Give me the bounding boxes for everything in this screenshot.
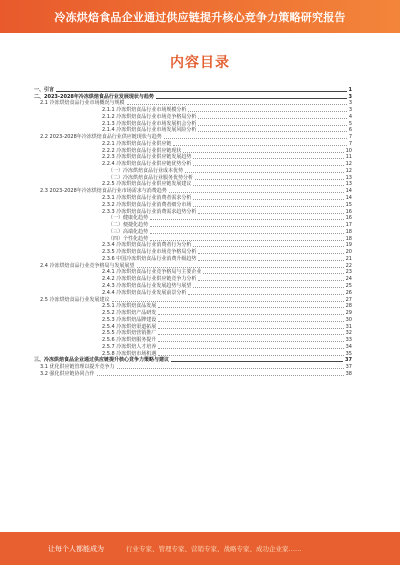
- toc-leader-dots: [150, 219, 344, 220]
- toc-entry[interactable]: [34, 140, 352, 147]
- toc-entry-title: （三）高端化趋势: [108, 228, 149, 235]
- toc-entry-page: 5: [348, 120, 352, 127]
- toc-entry-title: 2.2.3 冷冻烘焙食品行业供应链发展趋势: [102, 154, 192, 161]
- toc-entry[interactable]: [34, 336, 352, 343]
- toc-entry-title: 2.4 冷冻烘焙食品行业竞争格局与发展展望: [40, 262, 135, 269]
- toc-entry[interactable]: [34, 323, 352, 330]
- toc-leader-dots: [171, 361, 343, 362]
- toc-entry-page: 4: [348, 113, 352, 120]
- toc-leader-dots: [193, 165, 343, 166]
- toc-entry-title: 2.2 2023-2028年冷冻烘焙食品行业供应链现状与趋势: [40, 134, 162, 141]
- toc-leader-dots: [203, 273, 343, 274]
- toc-leader-dots: [127, 104, 347, 105]
- toc-entry-page: 31: [345, 323, 352, 330]
- toc-entry-page: 3: [348, 93, 352, 100]
- toc-leader-dots: [183, 152, 343, 153]
- toc-entry-page: 32: [345, 330, 352, 337]
- toc-entry-page: 11: [345, 154, 352, 161]
- toc-entry[interactable]: [34, 215, 352, 222]
- toc-entry-title: 2.5.4 冷冻烘焙渠道拓展: [102, 323, 157, 330]
- toc-entry-page: 14: [345, 195, 352, 202]
- toc-entry-page: 20: [345, 249, 352, 256]
- toc-leader-dots: [156, 98, 347, 99]
- toc-entry-title: 2.2.2 冷冻烘焙食品行业供应链现状: [102, 147, 182, 154]
- toc-entry-title: （四）个性化趋势: [108, 235, 149, 242]
- toc-leader-dots: [198, 118, 346, 119]
- toc-entry-page: 18: [345, 228, 352, 235]
- toc-entry-page: 7: [348, 140, 352, 147]
- toc-entry-page: 22: [345, 262, 352, 269]
- toc-leader-dots: [158, 341, 343, 342]
- toc-entry-page: 6: [348, 127, 352, 134]
- toc-entry-page: 12: [345, 161, 352, 168]
- table-of-contents: [34, 86, 352, 377]
- toc-entry-page: 28: [345, 303, 352, 310]
- toc-entry[interactable]: [34, 309, 352, 316]
- toc-entry-title: 2.3.3 冷冻烘焙食品行业消费需求趋势分析: [102, 208, 197, 215]
- toc-leader-dots: [198, 260, 343, 261]
- toc-leader-dots: [158, 334, 343, 335]
- toc-entry[interactable]: [34, 120, 352, 127]
- toc-entry-title: 一、引言: [34, 86, 55, 93]
- toc-leader-dots: [158, 348, 343, 349]
- toc-leader-dots: [193, 199, 343, 200]
- toc-entry[interactable]: [34, 208, 352, 215]
- toc-entry-page: 30: [345, 316, 352, 323]
- toc-entry-title: 2.5.8 冷冻烘焙市场机遇: [102, 350, 157, 357]
- toc-entry-title: 2.5 冷冻烘焙食品行业发展建议: [40, 296, 110, 303]
- toc-entry-title: 2.3.2 冷冻烘焙食品行业消费者细分市场: [102, 201, 192, 208]
- toc-entry-page: 25: [345, 282, 352, 289]
- toc-entry-page: 24: [345, 276, 352, 283]
- toc-entry-title: 2.2.1 冷冻烘焙食品行业供应链: [102, 140, 172, 147]
- toc-leader-dots: [173, 145, 346, 146]
- toc-entry-title: 2.1 冷冻烘焙食品行业市场概况与规模: [40, 100, 125, 107]
- toc-entry-title: 3.1 优化供应链管理以提升竞争力: [40, 364, 115, 371]
- toc-leader-dots: [198, 253, 343, 254]
- toc-entry[interactable]: [34, 343, 352, 350]
- toc-entry-page: 16: [345, 208, 352, 215]
- toc-entry-title: 2.1.2 冷冻烘焙食品行业市场竞争格局分析: [102, 113, 197, 120]
- toc-entry-title: 2.3.6 中国冷冻烘焙食品行业消费升级趋势: [102, 255, 197, 262]
- toc-entry-title: 2.4.1 冷冻烘焙食品行业竞争格局与主要企业: [102, 269, 202, 276]
- header-bar: [0, 0, 400, 33]
- toc-entry[interactable]: [34, 113, 352, 120]
- toc-entry[interactable]: [34, 330, 352, 337]
- toc-entry-page: 29: [345, 310, 352, 317]
- toc-entry-page: 23: [345, 269, 352, 276]
- toc-leader-dots: [158, 321, 343, 322]
- toc-entry-title: 2.1.1 冷冻烘焙食品行业市场规模分析: [102, 107, 187, 114]
- toc-leader-dots: [198, 125, 346, 126]
- toc-entry-page: 7: [348, 134, 352, 141]
- toc-entry-title: 2.5.5 冷冻烘焙营销推广: [102, 330, 157, 337]
- toc-entry[interactable]: [34, 86, 352, 93]
- toc-entry-title: 2.5.2 冷冻烘焙产品研发: [102, 310, 157, 317]
- toc-entry-title: 2.4.2 冷冻烘焙食品行业供应链竞争力分析: [102, 276, 197, 283]
- toc-entry[interactable]: [34, 147, 352, 154]
- toc-entry[interactable]: [34, 269, 352, 276]
- toc-entry-page: 35: [345, 350, 352, 357]
- toc-leader-dots: [169, 192, 344, 193]
- toc-entry[interactable]: [34, 167, 352, 174]
- toc-heading: 内容目录: [170, 55, 230, 71]
- toc-entry[interactable]: [34, 363, 352, 370]
- toc-leader-dots: [158, 307, 343, 308]
- toc-leader-dots: [185, 172, 344, 173]
- toc-leader-dots: [117, 368, 344, 369]
- toc-entry[interactable]: [34, 221, 352, 228]
- toc-leader-dots: [193, 185, 343, 186]
- footer-tagline: 行业专家、管理专家、营销专家、战略专家、成功企业家……: [126, 545, 302, 553]
- toc-entry[interactable]: [34, 160, 352, 167]
- toc-entry[interactable]: [34, 242, 352, 249]
- toc-entry[interactable]: [34, 100, 352, 107]
- toc-entry-page: 37: [345, 357, 352, 364]
- toc-leader-dots: [198, 280, 343, 281]
- toc-entry[interactable]: [34, 316, 352, 323]
- toc-entry-title: 三、冷冻烘焙食品企业通过供应链提升核心竞争力策略与建议: [34, 357, 170, 364]
- toc-leader-dots: [150, 240, 344, 241]
- toc-entry[interactable]: [34, 296, 352, 303]
- toc-entry-page: 15: [345, 201, 352, 208]
- toc-entry-title: 2.1.3 冷冻烘焙食品行业市场发展机会分析: [102, 120, 197, 127]
- toc-entry[interactable]: [34, 174, 352, 181]
- toc-entry[interactable]: [34, 106, 352, 113]
- toc-entry-title: 2.3.1 冷冻烘焙食品行业消费者需求分析: [102, 195, 192, 202]
- toc-entry[interactable]: [34, 154, 352, 161]
- toc-leader-dots: [112, 301, 344, 302]
- toc-entry-page: 21: [345, 255, 352, 262]
- toc-entry-page: 34: [345, 343, 352, 350]
- toc-entry[interactable]: [34, 282, 352, 289]
- toc-entry-page: 16: [345, 215, 352, 222]
- toc-entry-page: 37: [345, 364, 352, 371]
- toc-entry-title: 2.2.5 冷冻烘焙食品行业供应链发展建议: [102, 181, 192, 188]
- toc-leader-dots: [164, 138, 347, 139]
- toc-entry-page: 3: [348, 107, 352, 114]
- toc-entry[interactable]: [34, 235, 352, 242]
- toc-entry-title: （二）冷冻烘焙食品行业服务优势分析: [108, 174, 194, 181]
- toc-entry-title: 2.5.7 冷冻烘焙人才培养: [102, 343, 157, 350]
- toc-entry-page: 3: [348, 100, 352, 107]
- toc-leader-dots: [97, 375, 344, 376]
- toc-leader-dots: [150, 226, 344, 227]
- toc-entry[interactable]: [34, 275, 352, 282]
- toc-entry-title: 2.5.3 冷冻烘焙品牌建设: [102, 316, 157, 323]
- toc-entry[interactable]: [34, 370, 352, 377]
- toc-entry-title: 2.5.6 冷冻烘焙服务提升: [102, 337, 157, 344]
- toc-leader-dots: [188, 111, 346, 112]
- toc-entry-title: （二）便捷化趋势: [108, 222, 149, 229]
- toc-entry-title: 2.3 2023-2028年冷冻烘焙食品行业市场需求与消费趋势: [40, 188, 167, 195]
- toc-entry-page: 12: [345, 167, 352, 174]
- toc-entry-page: 13: [345, 181, 352, 188]
- toc-entry[interactable]: [34, 127, 352, 134]
- toc-entry[interactable]: [34, 133, 352, 140]
- toc-entry-title: 2.4.4 冷冻烘焙食品行业发展前景分析: [102, 289, 187, 296]
- toc-entry[interactable]: [34, 289, 352, 296]
- toc-entry-page: 33: [345, 337, 352, 344]
- toc-entry-title: 二、2023-2028年冷冻烘焙食品行业发展现状与趋势: [34, 93, 154, 100]
- toc-leader-dots: [193, 246, 343, 247]
- toc-entry[interactable]: [34, 228, 352, 235]
- footer-bar: [0, 532, 400, 565]
- toc-entry-title: 2.3.4 冷冻烘焙食品行业消费者行为分析: [102, 242, 192, 249]
- toc-entry[interactable]: [34, 350, 352, 357]
- toc-leader-dots: [188, 294, 343, 295]
- toc-entry-page: 14: [345, 188, 352, 195]
- toc-entry-title: 2.1.4 冷冻烘焙食品行业市场发展风险分析: [102, 127, 197, 134]
- toc-entry[interactable]: [34, 262, 352, 269]
- toc-entry-title: 2.5.1 冷冻烘焙食品发展: [102, 303, 157, 310]
- toc-leader-dots: [56, 91, 347, 92]
- toc-entry-title: 2.3.5 冷冻烘焙食品行业市场竞争格局分析: [102, 249, 197, 256]
- toc-leader-dots: [158, 328, 343, 329]
- toc-entry[interactable]: [34, 181, 352, 188]
- toc-leader-dots: [198, 131, 346, 132]
- toc-entry-title: （一）健康化趋势: [108, 215, 149, 222]
- toc-entry[interactable]: [34, 357, 352, 364]
- toc-entry-page: 27: [345, 296, 352, 303]
- toc-entry-page: 13: [345, 174, 352, 181]
- toc-entry-page: 26: [345, 289, 352, 296]
- toc-entry-title: （一）冷冻烘焙食品行业成本优势: [108, 167, 184, 174]
- toc-leader-dots: [198, 213, 343, 214]
- toc-leader-dots: [158, 355, 343, 356]
- toc-entry[interactable]: [34, 187, 352, 194]
- toc-entry[interactable]: [34, 255, 352, 262]
- toc-entry-page: 18: [345, 235, 352, 242]
- toc-entry-page: 1: [348, 86, 352, 93]
- toc-leader-dots: [193, 158, 343, 159]
- toc-leader-dots: [137, 267, 344, 268]
- toc-leader-dots: [158, 314, 343, 315]
- toc-entry-page: 10: [345, 147, 352, 154]
- toc-entry-title: 3.2 强化供应链协同合作: [40, 370, 95, 377]
- toc-leader-dots: [193, 287, 343, 288]
- toc-entry-title: 2.2.4 冷冻烘焙食品行业供应链优势分析: [102, 161, 192, 168]
- toc-leader-dots: [195, 179, 344, 180]
- toc-leader-dots: [193, 206, 343, 207]
- footer-slogan: 让每个人都能成为: [48, 544, 104, 553]
- toc-entry[interactable]: [34, 248, 352, 255]
- toc-entry[interactable]: [34, 201, 352, 208]
- toc-entry[interactable]: [34, 303, 352, 310]
- report-title: 冷冻烘焙食品企业通过供应链提升核心竞争力策略研究报告: [54, 10, 346, 24]
- toc-entry-page: 19: [345, 242, 352, 249]
- toc-entry-page: 38: [345, 370, 352, 377]
- toc-leader-dots: [150, 233, 344, 234]
- toc-entry[interactable]: [34, 93, 352, 100]
- toc-entry[interactable]: [34, 194, 352, 201]
- toc-entry-page: 17: [345, 222, 352, 229]
- toc-entry-title: 2.4.3 冷冻烘焙食品行业发展趋势与展望: [102, 282, 192, 289]
